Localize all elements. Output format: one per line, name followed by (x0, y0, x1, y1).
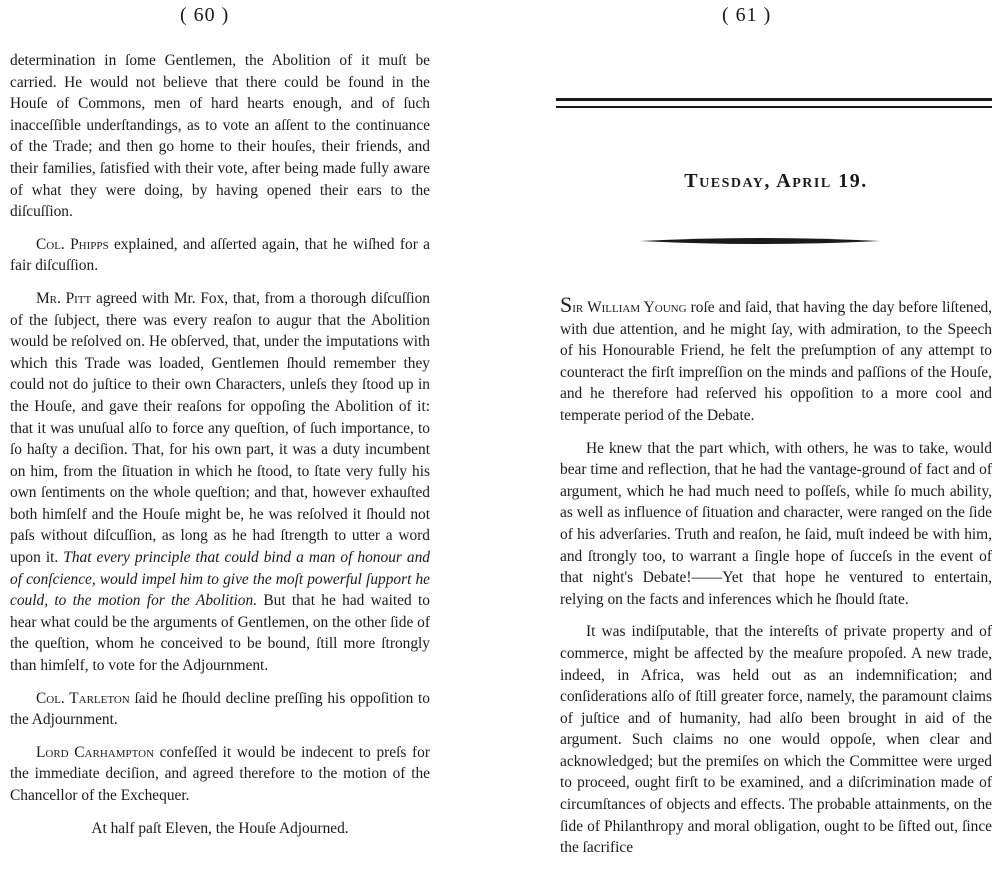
page-number-60: ( 60 ) (180, 4, 230, 26)
italic-quote: That every principle that could bind a man of honour and of conſcience, would impel him to give the moſt powerful ſupport he could, to the motion for the Abolition. (10, 549, 430, 610)
paragraph-text: But that he had waited to hear what could be the arguments of Gentlemen, on the other ſide of the queſtion, whom he conceived to be bound, ſtill more ſtrongly than himſelf, to vote for the Adjournment. (10, 592, 430, 675)
paragraph-3: It was indiſputable, that the intereſts of private property and of commerce, might be affected by the meaſure propoſed. A new trade, indeed, in Africa, was held out as an indemnification; and conſiderations alſo of ſtill greater force, namely, the paramount claims of juſtice and of humanity, had alſo been brought in aid of the argument. Such claims no one would oppoſe, when clear and acknowledged; but the premiſes on which the Committee were urged to proceed, ought firſt to be examined, and a diſcrimination made of circumſtances of objects and effects. The probable attainments, on the ſide of Philanthropy and moral obligation, ought to be ſifted out, ſince the ſacrifice (560, 623, 992, 857)
paragraph-text: ſaid he ſhould decline preſſing his oppoſition to the Adjournment. (10, 689, 430, 729)
paragraph-1 (560, 294, 992, 427)
rule-line (556, 98, 992, 101)
speaker-name: Lord Carhampton (36, 743, 155, 761)
paragraph-5 (10, 742, 430, 807)
paragraph-2 (10, 234, 430, 277)
speaker-name: ir William Young (572, 299, 687, 316)
rule-line (556, 106, 992, 108)
drop-capital: S (560, 292, 573, 317)
left-page (0, 0, 440, 870)
left-page-body (10, 50, 430, 850)
right-page-body (560, 294, 992, 870)
adjournment-line: At half paſt Eleven, the Houſe Adjourned. (91, 819, 349, 837)
page-number-61: ( 61 ) (722, 4, 772, 26)
paragraph-text: agreed with Mr. Fox, that, from a thorough diſcuſſion of the ſubject, there was every reaſon to augur that the Abolition would be reſolved on. He obſerved, that, under the imputations with which this Trade was loaded, Gentlemen ſhould remember they could not do juſtice to their own Characters, unleſs they ſtood up in the Houſe, and gave their reaſons for oppoſing the Abolition of it: that it was unuſual alſo to force any queſtion, of ſuch importance, to ſo haſty a deciſion. That, for his own part, it was a duty incumbent on him, from the ſituation in which he ſtood, to ſtate very fully his own ſentiments on the whole queſtion; and that, however exhauſted both himſelf and the Houſe might be, he was reſolved it ſhould not paſs without diſcuſſion, as long as he had ſtrength to utter a word upon it. (10, 289, 430, 567)
paragraph-text: confeſſed it would be indecent to preſs for the immediate deciſion, and agreed therefore to the motion of the Chancellor of the Exchequer. (10, 743, 430, 804)
paragraph-4 (10, 688, 430, 731)
right-page (556, 0, 1000, 870)
speaker-name: Mr. Pitt (36, 289, 92, 307)
paragraph-text: explained, and aſſerted again, that he wiſhed for a fair diſcuſſion. (10, 235, 430, 275)
speaker-name: Col. Phipps (36, 235, 109, 253)
paragraph-text: roſe and ſaid, that having the day before liſtened, with due attention, and he might ſay, with admiration, to the Speech of his Honourable Friend, he felt the preſumption of any attempt to counteract the firſt impreſſion on the minds and paſſions of the Houſe, and he therefore had reſerved his oppoſition to a more cool and temperate period of the Debate. (560, 299, 992, 424)
double-rule (556, 98, 992, 112)
swelled-rule (640, 236, 880, 246)
paragraph-3 (10, 288, 430, 677)
paragraph-2: He knew that the part which, with others, he was to take, would bear time and reflection, that he had the vantage-ground of fact and of argument, which he had much need to poſſeſs, while ſo much ability, as well as influence of ſituation and character, were ranged on the ſide of his adverſaries. Truth and reaſon, he ſaid, muſt indeed be with him, and ſtrongly too, to warrant a ſingle hope of ſucceſs in the event of that night's Debate!——Yet that hope he ventured to entertain, relying on the facts and inferences which he ſhould ſtate. (560, 439, 992, 608)
paragraph-1: determination in ſome Gentlemen, the Abolition of it muſt be carried. He would not believe that there could be found in the Houſe of Commons, men of hard hearts enough, and of ſuch inacceſſible underſtandings, as to vote an aſſent to the continuance of the Trade; and then go home to their houſes, their friends, and their families, ſatisfied with their vote, after being made fully aware of what they were doing, by having opened their ears to the diſcuſſion. (10, 52, 430, 221)
speaker-name: Col. Tarleton (36, 689, 130, 707)
date-heading: Tuesday, April 19. (684, 170, 868, 192)
